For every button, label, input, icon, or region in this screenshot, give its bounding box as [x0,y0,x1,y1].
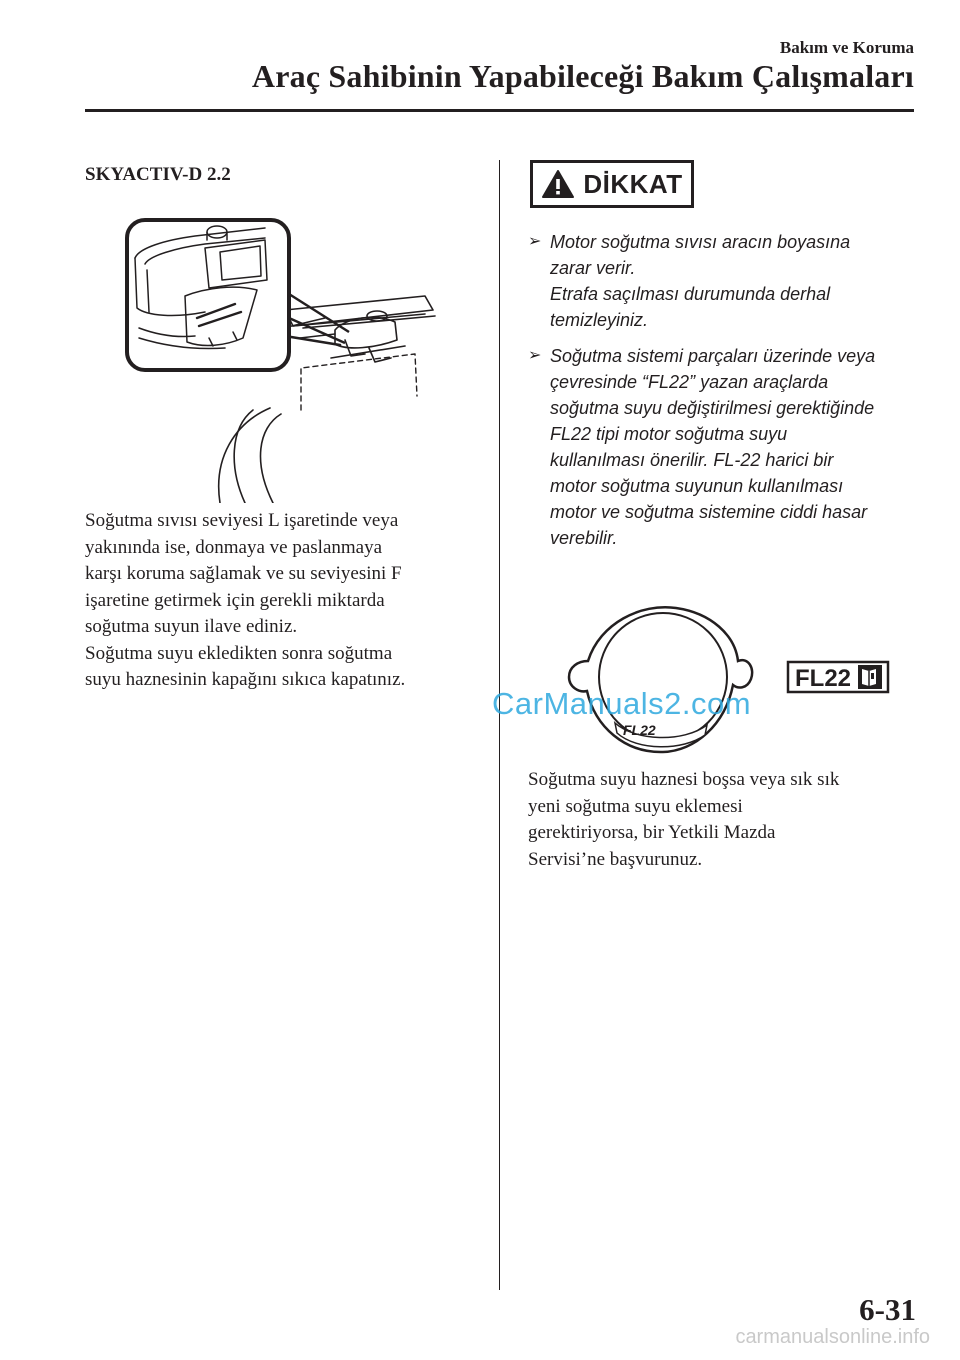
caution-line: motor soğutma suyunun kullanılması [550,476,844,496]
arrow-bullet-icon: ➢ [528,347,542,364]
arrow-bullet-icon: ➢ [528,233,542,250]
fl22-label [788,662,888,692]
caution-line: Soğutma sistemi parçaları üzerinde veya [550,346,876,366]
caution-line: FL22 tipi motor soğutma suyu [550,424,788,444]
caution-line: çevresinde “FL22” yazan araçlarda [550,372,829,392]
paragraph-line: yeni soğutma suyu eklemesi [528,795,743,817]
caution-line: motor ve soğutma sistemine ciddi hasar [550,502,868,522]
fl22-label-text: FL22 [795,665,852,692]
caution-line: kullanılması önerilir. FL-22 harici bir [550,450,834,470]
left-paragraph [85,508,485,694]
engine-subheading: SKYACTIV-D 2.2 [85,164,231,185]
fl22-cap-illustration [545,605,895,755]
caution-item [528,343,928,551]
header-rule [85,109,914,112]
paragraph-line: Soğutma sıvısı seviyesi L işaretinde veya [85,510,399,531]
caution-item [528,229,928,333]
column-divider [499,160,500,1290]
paragraph-line: soğutma suyun ilave ediniz. [85,616,298,637]
cap-stamp-text: FL22 [623,722,656,738]
caution-title: DİKKAT [583,168,683,199]
caution-list [528,229,928,561]
paragraph-line: Soğutma suyu haznesi boşsa veya sık sık [528,769,840,790]
page-number: 6-31 [859,1292,916,1327]
caution-line: Motor soğutma sıvısı aracın boyasına [550,232,851,252]
caution-line: verebilir. [550,528,618,548]
right-paragraph [528,767,928,873]
caution-line: zarar verir. [550,258,636,278]
paragraph-line: gerektiriyorsa, bir Yetkili Mazda [528,822,776,843]
warning-triangle-icon [541,169,575,199]
section-label: Bakım ve Koruma [779,38,914,57]
paragraph-line: karşı koruma sağlamak ve su seviyesini F [85,563,402,584]
chapter-title: Araç Sahibinin Yapabileceği Bakım Çalışmaları [251,58,914,94]
caution-line: Etrafa saçılması durumunda derhal [550,284,831,304]
paragraph-line: işaretine getirmek için gerekli miktarda [85,589,385,611]
paragraph-line: yakınında ise, donmaya ve paslanmaya [85,536,383,558]
paragraph-line: suyu haznesinin kapağını sıkıca kapatınız. [85,669,406,690]
paragraph-line: Soğutma suyu ekledikten sonra soğutma [85,642,393,664]
footer-site: carmanualsonline.info [735,1326,930,1348]
caution-box [530,160,694,208]
caution-line: temizleyiniz. [550,310,649,330]
caution-line: soğutma suyu değiştirilmesi gerektiğinde [550,398,875,418]
coolant-reservoir-illustration [125,218,493,503]
watermark: CarManuals2.com [492,686,752,721]
paragraph-line: Servisi’ne başvurunuz. [528,848,703,870]
